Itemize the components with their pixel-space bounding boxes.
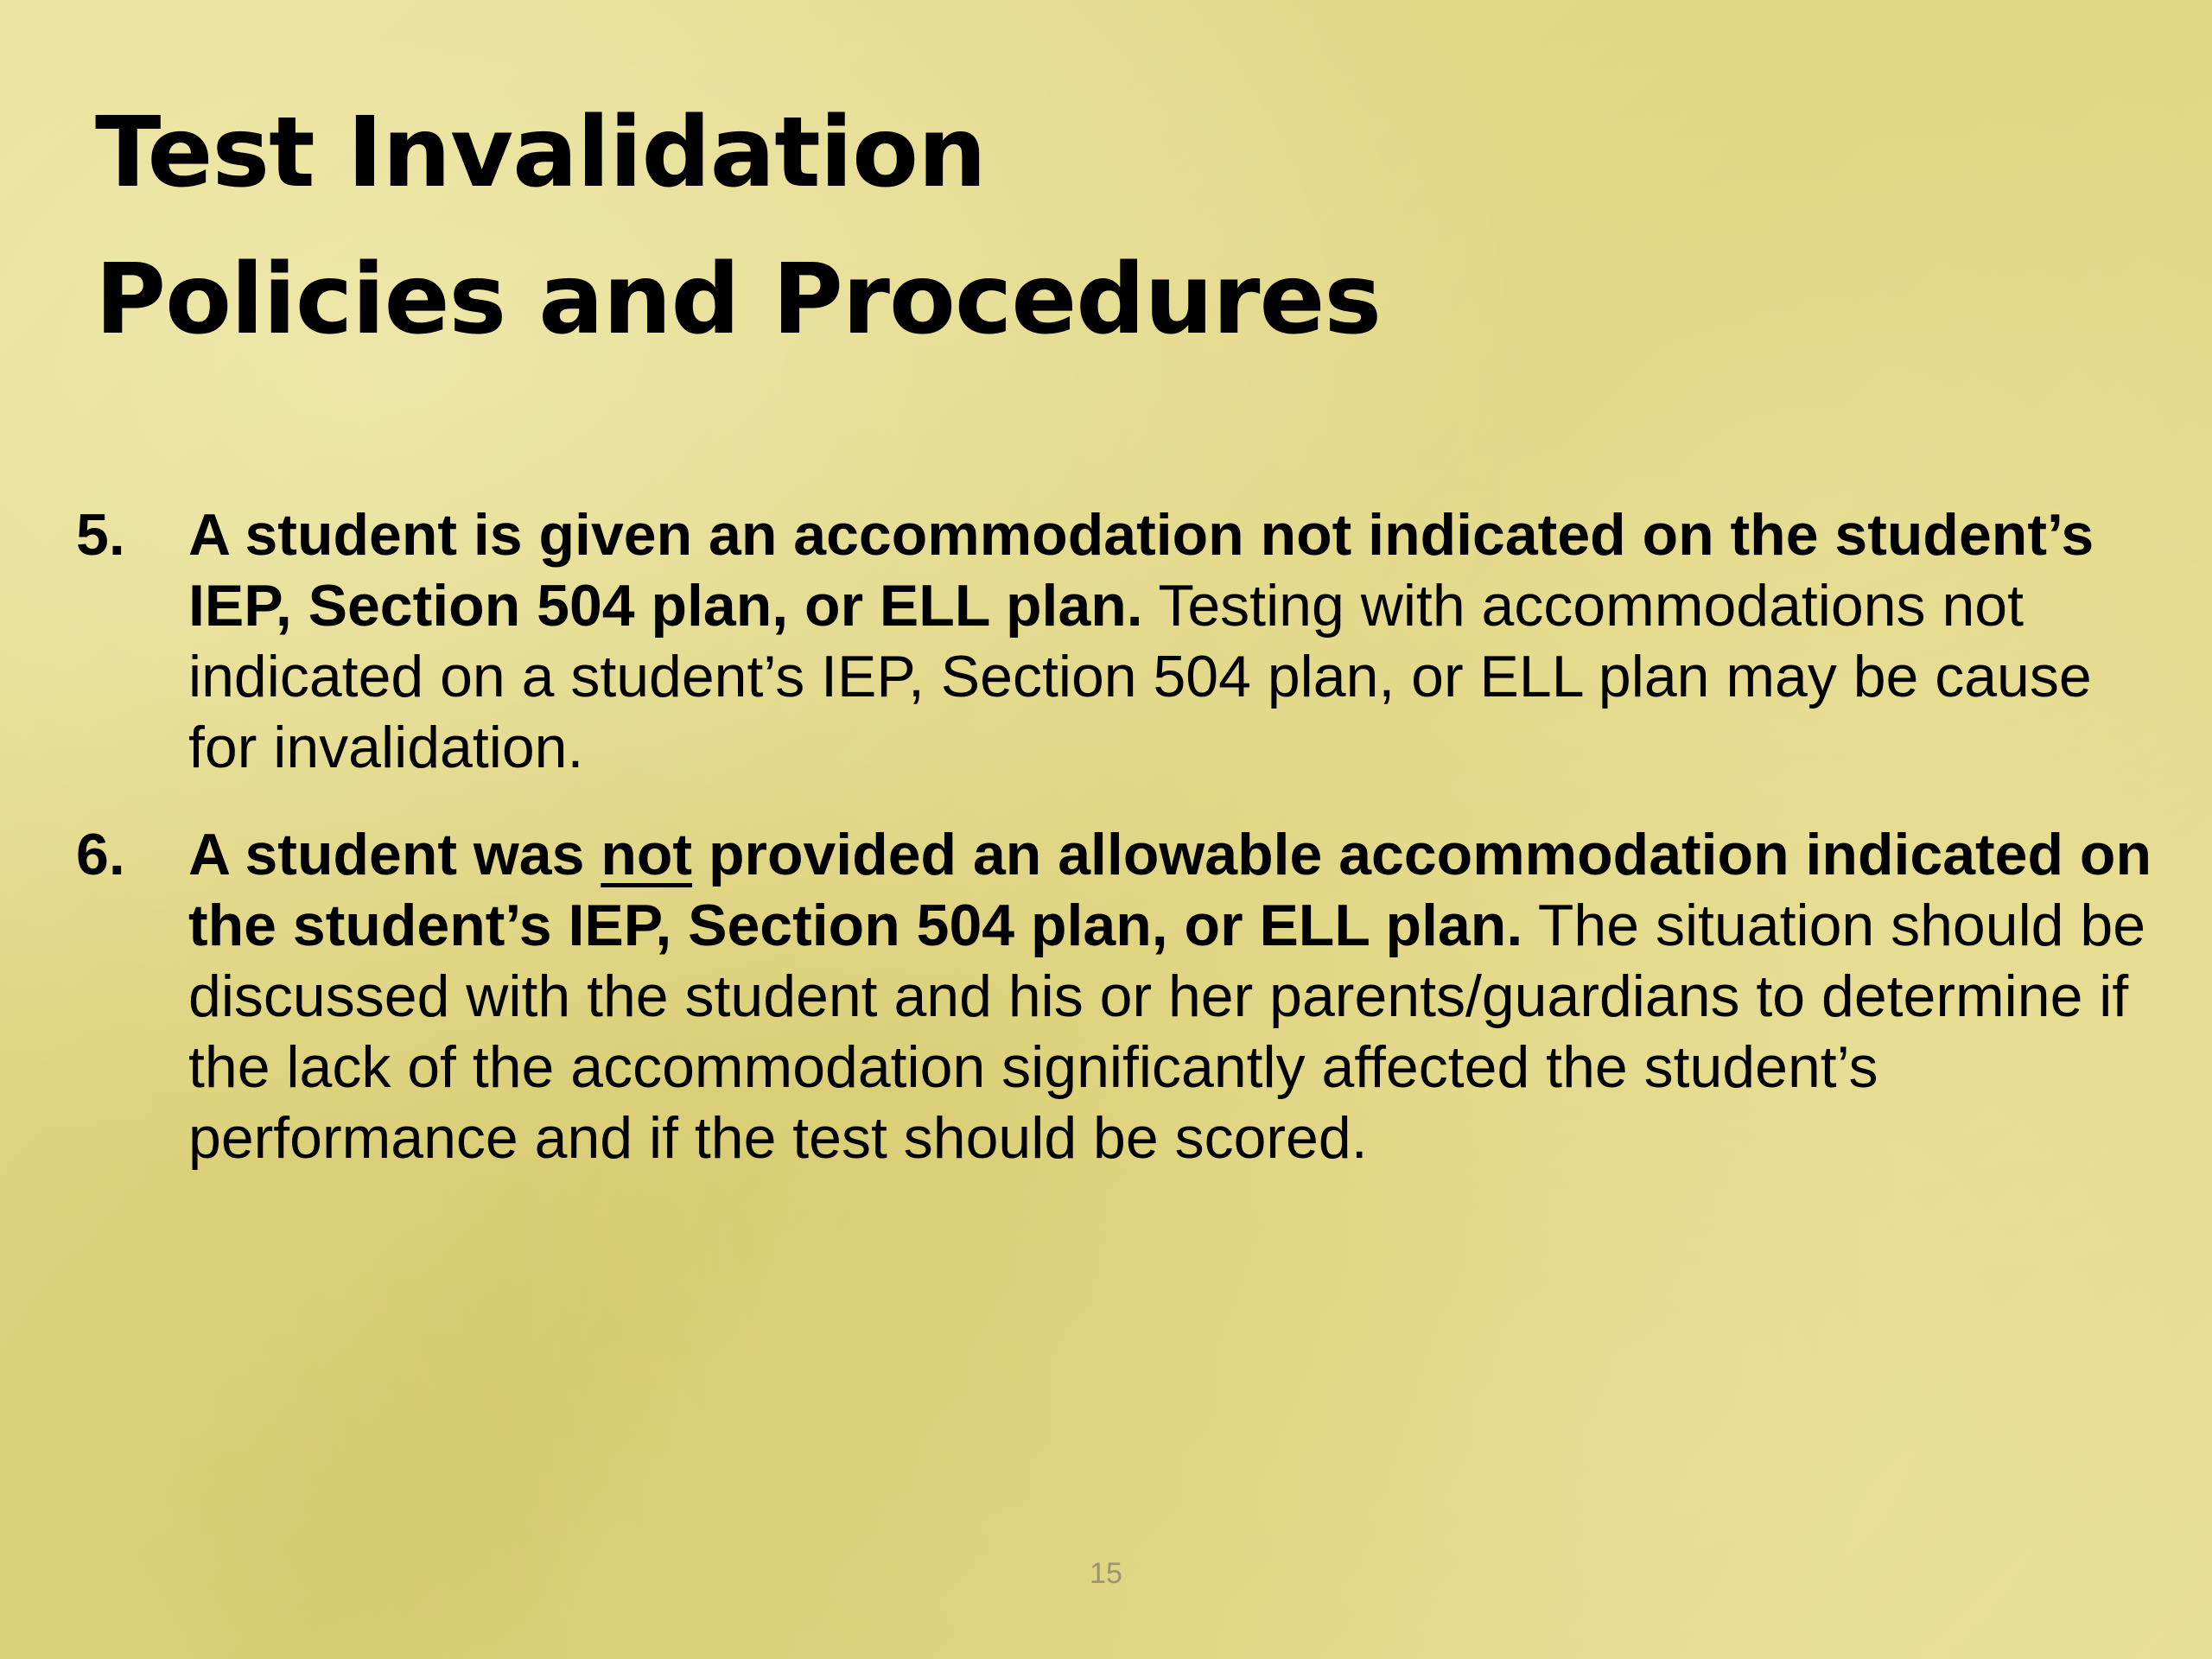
item-heading: A student is given an accommodation not indicated on the student’s IEP, Section 504 plan, or ELL plan. <box>188 502 2094 639</box>
slide-title-line-2: Policies and Procedures <box>95 244 1382 356</box>
item-body: Testing with accommodations not indicated on a student’s IEP, Section 504 plan, or ELL plan may be cause for invalidation. <box>188 573 2092 780</box>
item-body: The situation should be discussed with the student and his or her parents/guardians to determine if the lack of the accommodation significantly affected the student’s performance and if the test should be scored. <box>188 893 2146 1171</box>
policy-item-5 <box>76 499 2158 783</box>
page-number: 15 <box>1090 1557 1122 1590</box>
item-heading-end: provided an allowable accommodation indicated on the student’s IEP, Section 504 plan, or ELL plan. <box>188 822 2152 958</box>
item-number: 6. <box>76 822 125 887</box>
item-heading-start: A student was <box>188 822 601 887</box>
policy-item-6 <box>76 819 2158 1173</box>
slide-title-line-1: Test Invalidation <box>95 97 986 209</box>
item-number: 5. <box>76 502 125 568</box>
item-heading-emphasis: not <box>601 822 693 887</box>
policy-list <box>76 499 2158 1173</box>
slide-title <box>95 79 2082 373</box>
